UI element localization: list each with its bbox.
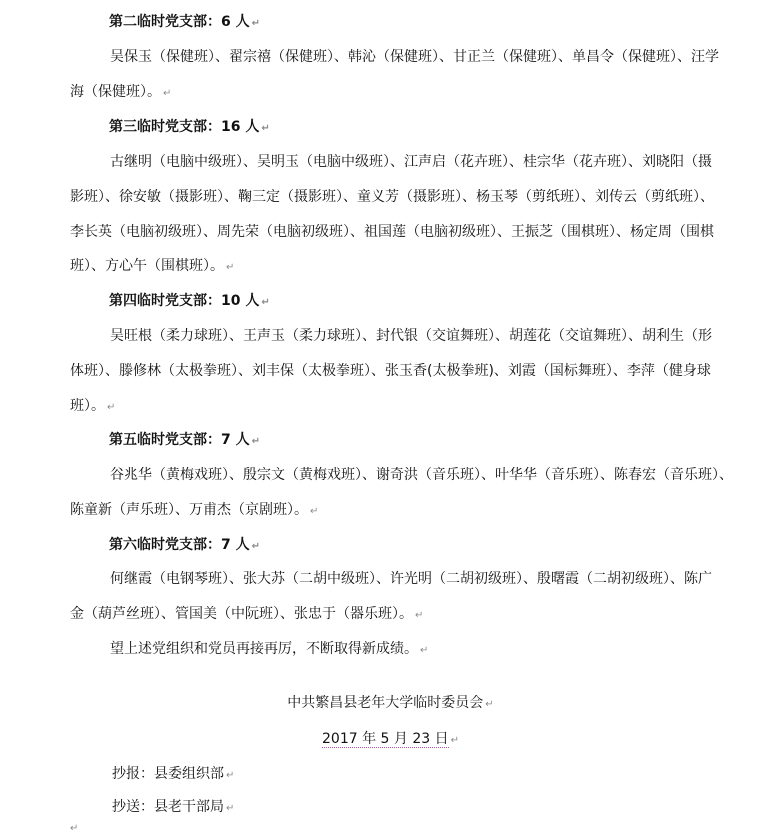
paragraph-line: 影班）、徐安敏（摄影班）、鞠三定（摄影班）、童义芳（摄影班）、杨玉琴（剪纸班）、刘传云（剪纸班）、 (70, 189, 714, 205)
cc-send-line: 抄送：县老干部局 ↵ (112, 799, 235, 815)
paragraph-line: 金（葫芦丝班）、管国美（中阮班）、张忠于（器乐班）。 ↵ (70, 606, 424, 622)
date-line (0, 729, 781, 751)
paragraph-mark: ↵ (261, 123, 270, 134)
paragraph-line: 何继霞（电钢琴班）、张大苏（二胡中级班）、许光明（二胡初级班）、殷曙霞（二胡初级班）、陈广 (110, 571, 712, 587)
paragraph-line: 谷兆华（黄梅戏班）、殷宗文（黄梅戏班）、谢奇洪（音乐班）、叶华华（音乐班）、陈春宏（音乐班）、 (110, 467, 733, 483)
paragraph-mark: ↵ (415, 610, 424, 621)
paragraph-line: 吴保玉（保健班）、翟宗禧（保健班）、韩沁（保健班）、甘正兰（保健班）、单昌令（保健班）、汪学 (110, 49, 719, 65)
paragraph-mark: ↵ (420, 645, 429, 656)
paragraph-line: 吴旺根（柔力球班）、王声玉（柔力球班）、封代银（交谊舞班）、胡莲花（交谊舞班）、胡利生（形 (110, 328, 712, 344)
paragraph-mark: ↵ (251, 541, 261, 552)
section-heading: 第五临时党支部：7 人 ↵ (109, 432, 261, 448)
paragraph-mark: ↵ (107, 402, 116, 413)
paragraph-mark: ↵ (226, 770, 235, 781)
paragraph-line: 海（保健班）。 ↵ (70, 84, 172, 100)
section-heading: 第四临时党支部：10 人 ↵ (109, 293, 270, 309)
paragraph-line: 体班）、滕修林（太极拳班）、刘丰保（太极拳班）、张玉香(太极拳班)、刘霞（国标舞班）、李萍（健身球 (70, 363, 711, 379)
empty-paragraph (68, 817, 78, 839)
paragraph-mark: ↵ (226, 262, 235, 273)
section-heading: 第六临时党支部：7 人 ↵ (109, 537, 261, 553)
paragraph-mark: ↵ (70, 823, 79, 834)
section-heading: 第二临时党支部：6 人 ↵ (109, 14, 261, 30)
signature-line: 中共繁昌县老年大学临时委员会 ↵ (287, 695, 494, 711)
paragraph-mark: ↵ (261, 297, 270, 308)
section-heading: 第三临时党支部：16 人 ↵ (109, 119, 270, 135)
paragraph-line: 班）。 ↵ (70, 398, 116, 414)
paragraph-line: 李长英（电脑初级班）、周先荣（电脑初级班）、祖国莲（电脑初级班）、王振芝（围棋班）、杨定周（围棋 (70, 224, 714, 240)
paragraph-mark: ↵ (450, 735, 459, 746)
paragraph-mark: ↵ (163, 88, 172, 99)
date-text: 2017 年 5 月 23 日 (322, 731, 449, 747)
paragraph-mark: ↵ (251, 436, 261, 447)
paragraph-mark: ↵ (310, 506, 319, 517)
paragraph-mark: ↵ (485, 699, 494, 710)
paragraph-line: 古继明（电脑中级班）、吴明玉（电脑中级班）、江声启（花卉班）、桂宗华（花卉班）、刘晓阳（摄 (110, 154, 712, 170)
paragraph-line: 陈童新（声乐班）、万甫杰（京剧班）。 ↵ (70, 502, 319, 518)
cc-report-line: 抄报：县委组织部 ↵ (112, 766, 235, 782)
closing-line: 望上述党组织和党员再接再厉，不断取得新成绩。 ↵ (110, 641, 429, 657)
paragraph-line: 班）、方心午（围棋班）。 ↵ (70, 258, 235, 274)
paragraph-mark: ↵ (251, 18, 261, 29)
paragraph-mark: ↵ (226, 803, 235, 814)
